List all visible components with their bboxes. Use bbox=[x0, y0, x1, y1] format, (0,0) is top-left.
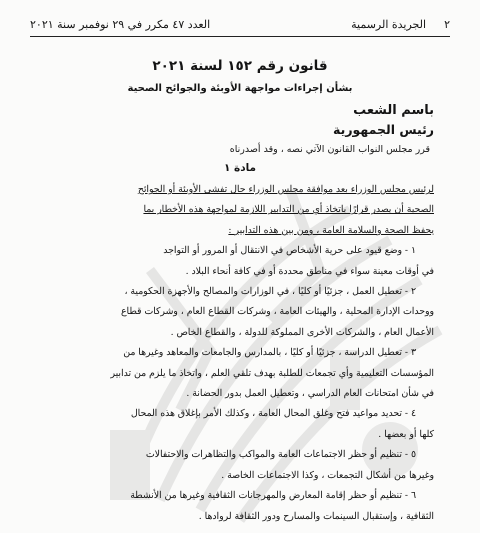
intro-line: الصحية أن يصدر قرارًا باتخاذ أي من التدابير اللازمة لمواجهة هذه الأخطار بما bbox=[143, 204, 434, 216]
preamble-text: قرر مجلس النواب القانون الآتي نصه ، وقد أصدرناه bbox=[229, 144, 430, 155]
item-line: ووحدات الإدارة المحلية ، والهيئات العامة ، وشركات القطاع العام ، وشركات قطاع bbox=[120, 306, 434, 318]
item-line: ٢ - تعطيل العمل ، جزئيًا أو كليًا ، في الوزارات والمصالح والأجهزة الحكومية ، bbox=[124, 286, 416, 298]
header-right-group bbox=[351, 18, 450, 31]
item-line: ٦ - تنظيم أو حظر إقامة المعارض والمهرجانات الثقافية وغيرها من الأنشطة bbox=[130, 490, 416, 502]
page-number: ٢ bbox=[444, 17, 450, 31]
item-line: ٥ - تنظيم أو حظر الاجتماعات العامة والمواكب والتظاهرات والاحتفالات bbox=[145, 449, 416, 461]
article-item bbox=[58, 343, 434, 404]
article-item bbox=[58, 445, 434, 486]
item-line: ٤ - تحديد مواعيد فتح وغلق المحال العامة ، وكذلك الأمر بإغلاق هذه المحال bbox=[130, 408, 416, 420]
article-title: مادة ١ bbox=[223, 162, 257, 174]
item-line: ٣ - تعطيل الدراسة ، جزئيًا أو كليًا ، بالمدارس والجامعات والمعاهد وغيرها من bbox=[123, 347, 416, 359]
article-item bbox=[58, 241, 434, 282]
item-line: الأعمال العام ، والشركات الأخرى المملوكة للدولة ، والقطاع الخاص . bbox=[170, 326, 434, 338]
name-of-people-heading: باسم الشعب bbox=[353, 103, 434, 118]
item-line: ١ - وضع قيود على حرية الأشخاص في الانتقال أو المرور أو التواجد bbox=[163, 245, 416, 257]
issue-info: العدد ٤٧ مكرر في ٢٩ نوفمبر سنة ٢٠٢١ bbox=[30, 17, 211, 31]
item-line: كلها أو بعضها . bbox=[378, 428, 434, 440]
item-line: المؤسسات التعليمية وأي تجمعات للطلبة بهدف تلقي العلم ، واتخاذ ما يلزم من تدابير bbox=[110, 367, 434, 379]
law-title: قانون رقم ١٥٢ لسنة ٢٠٢١ bbox=[152, 58, 328, 74]
item-line: في أوقات معينة سواء في مناطق محددة أو في كافة أنحاء البلاد . bbox=[185, 265, 434, 277]
item-line: الثقافية ، وإستقبال السينمات والمسارح ودور الثقافة لروادها . bbox=[198, 510, 434, 522]
intro-line: لرئيس مجلس الوزراء بعد موافقة مجلس الوزراء حال تفشى الأوبئة أو الجوائح bbox=[137, 184, 434, 195]
item-line: في شأن امتحانات العام الدراسي ، وتعطيل العمل بدور الحضانة . bbox=[186, 388, 434, 400]
item-line: وغيرها من أشكال التجمعات ، وكذا الاجتماعات الخاصة . bbox=[221, 469, 434, 481]
presidency-heading: رئيس الجمهورية bbox=[333, 122, 434, 137]
gazette-name: الجريدة الرسمية bbox=[351, 17, 427, 31]
article-body bbox=[58, 180, 434, 527]
article-item bbox=[58, 404, 434, 445]
article-intro bbox=[58, 180, 434, 241]
header-divider bbox=[30, 36, 450, 37]
law-subtitle: بشأن إجراءات مواجهة الأوبئة والجوائح الصحية bbox=[127, 83, 353, 94]
intro-line: يحفظ الصحة والسلامة العامة ، ومن بين هذه التدابير : bbox=[228, 224, 434, 236]
gazette-header bbox=[30, 14, 450, 34]
article-item bbox=[58, 486, 434, 527]
article-item bbox=[58, 282, 434, 343]
